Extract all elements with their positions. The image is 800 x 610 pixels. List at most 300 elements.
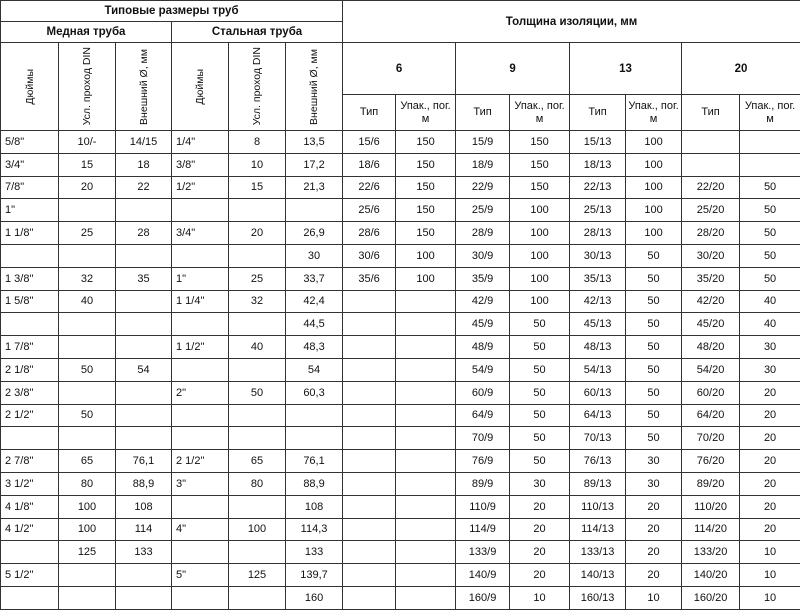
type-header: Тип [343, 95, 396, 131]
steel-inches-cell: 3/4" [172, 222, 229, 245]
type-6-cell: 18/6 [343, 153, 396, 176]
type-13-cell: 60/13 [570, 381, 626, 404]
steel-inches-cell [172, 586, 229, 609]
pack-9-cell: 20 [510, 495, 570, 518]
table-row [1, 313, 800, 336]
type-20-cell: 25/20 [682, 199, 740, 222]
pack-20-cell: 20 [740, 404, 800, 427]
copper-outer-diameter-cell [116, 564, 172, 587]
steel-inches-cell [172, 358, 229, 381]
copper-outer-diameter-cell: 54 [116, 358, 172, 381]
type-6-cell: 28/6 [343, 222, 396, 245]
pack-6-cell [396, 381, 456, 404]
copper-outer-diameter-cell [116, 586, 172, 609]
pack-9-cell: 20 [510, 518, 570, 541]
type-6-cell [343, 381, 396, 404]
type-13-cell: 160/13 [570, 586, 626, 609]
copper-inches-cell: 2 7/8" [1, 450, 59, 473]
pack-9-cell: 10 [510, 586, 570, 609]
pack-20-cell: 20 [740, 427, 800, 450]
copper-nominal-bore-cell: 100 [59, 518, 116, 541]
type-9-cell: 35/9 [456, 267, 510, 290]
type-9-cell: 54/9 [456, 358, 510, 381]
type-20-cell: 70/20 [682, 427, 740, 450]
copper-outer-diameter-cell [116, 199, 172, 222]
type-13-cell: 22/13 [570, 176, 626, 199]
copper-nominal-bore-cell: 65 [59, 450, 116, 473]
steel-outer-diameter-cell: 88,9 [286, 472, 343, 495]
type-9-cell: 28/9 [456, 222, 510, 245]
copper-inches-cell [1, 427, 59, 450]
pack-20-cell [740, 131, 800, 154]
pack-9-cell: 20 [510, 541, 570, 564]
copper-nominal-bore-cell [59, 564, 116, 587]
type-6-cell: 15/6 [343, 131, 396, 154]
type-header: Тип [682, 95, 740, 131]
copper-inches-cell: 1 1/8" [1, 222, 59, 245]
pack-13-cell: 50 [626, 427, 682, 450]
copper-nominal-bore-cell: 125 [59, 541, 116, 564]
copper-outer-diameter-cell: 133 [116, 541, 172, 564]
copper-nominal-bore-cell: 80 [59, 472, 116, 495]
copper-nominal-bore-cell: 20 [59, 176, 116, 199]
steel-outer-diameter-cell: 133 [286, 541, 343, 564]
pack-6-cell [396, 358, 456, 381]
copper-outer-diameter-cell: 18 [116, 153, 172, 176]
type-9-cell: 45/9 [456, 313, 510, 336]
steel-nominal-bore-cell [229, 541, 286, 564]
pack-9-cell: 50 [510, 381, 570, 404]
pack-6-cell: 150 [396, 176, 456, 199]
copper-outer-diameter-cell [116, 404, 172, 427]
table-row [1, 472, 800, 495]
copper-inches-cell: 5/8" [1, 131, 59, 154]
copper-inches-cell: 1 3/8" [1, 267, 59, 290]
steel-nominal-bore-cell: 25 [229, 267, 286, 290]
copper-inches-cell: 3/4" [1, 153, 59, 176]
type-13-cell: 25/13 [570, 199, 626, 222]
steel-outer-diameter-cell: 33,7 [286, 267, 343, 290]
type-13-cell: 76/13 [570, 450, 626, 473]
copper-outer-diameter-cell: 88,9 [116, 472, 172, 495]
pack-13-cell: 50 [626, 358, 682, 381]
pack-6-cell [396, 518, 456, 541]
pack-20-cell: 10 [740, 541, 800, 564]
pack-6-cell: 150 [396, 153, 456, 176]
steel-inches-cell [172, 427, 229, 450]
steel-inches-header: Дюймы [172, 43, 229, 131]
table-row [1, 222, 800, 245]
thickness-13-header: 13 [570, 43, 682, 95]
steel-inches-cell: 4" [172, 518, 229, 541]
type-20-cell: 89/20 [682, 472, 740, 495]
pack-6-cell [396, 336, 456, 359]
steel-inches-cell [172, 541, 229, 564]
pack-20-cell: 10 [740, 564, 800, 587]
steel-outer-diameter-cell: 26,9 [286, 222, 343, 245]
copper-inches-cell [1, 313, 59, 336]
pack-6-cell: 100 [396, 267, 456, 290]
pack-9-cell: 50 [510, 427, 570, 450]
pack-6-cell [396, 564, 456, 587]
steel-nominal-bore-cell: 20 [229, 222, 286, 245]
pack-9-cell: 100 [510, 290, 570, 313]
steel-inches-cell: 5" [172, 564, 229, 587]
pack-13-cell: 50 [626, 290, 682, 313]
typical-sizes-header: Типовые размеры труб [1, 1, 343, 22]
type-20-cell: 64/20 [682, 404, 740, 427]
steel-outer-diameter-cell: 54 [286, 358, 343, 381]
copper-inches-cell: 1 7/8" [1, 336, 59, 359]
type-6-cell [343, 586, 396, 609]
copper-inches-cell [1, 586, 59, 609]
steel-outer-diameter-cell: 60,3 [286, 381, 343, 404]
table-row [1, 564, 800, 587]
copper-inches-cell [1, 541, 59, 564]
type-13-cell: 42/13 [570, 290, 626, 313]
type-6-cell [343, 541, 396, 564]
thickness-9-header: 9 [456, 43, 570, 95]
steel-outer-diameter-cell: 30 [286, 244, 343, 267]
type-6-cell: 30/6 [343, 244, 396, 267]
type-6-cell [343, 336, 396, 359]
type-13-cell: 18/13 [570, 153, 626, 176]
steel-inches-cell: 2" [172, 381, 229, 404]
type-6-cell: 22/6 [343, 176, 396, 199]
steel-nominal-bore-cell [229, 199, 286, 222]
pack-9-cell: 50 [510, 358, 570, 381]
pack-13-cell: 20 [626, 495, 682, 518]
pack-9-cell: 100 [510, 244, 570, 267]
type-9-cell: 110/9 [456, 495, 510, 518]
type-20-cell: 35/20 [682, 267, 740, 290]
copper-nominal-bore-cell [59, 244, 116, 267]
pack-9-cell: 50 [510, 404, 570, 427]
steel-nominal-bore-cell: 32 [229, 290, 286, 313]
type-6-cell: 25/6 [343, 199, 396, 222]
type-9-cell: 48/9 [456, 336, 510, 359]
pack-9-cell: 30 [510, 472, 570, 495]
pack-20-cell: 30 [740, 358, 800, 381]
type-13-cell: 89/13 [570, 472, 626, 495]
copper-nominal-bore-cell [59, 199, 116, 222]
type-20-cell: 114/20 [682, 518, 740, 541]
type-6-cell: 35/6 [343, 267, 396, 290]
pack-13-cell: 100 [626, 176, 682, 199]
steel-pipe-header: Стальная труба [172, 22, 343, 43]
steel-outer-diameter-cell [286, 199, 343, 222]
copper-outer-diameter-cell [116, 381, 172, 404]
steel-inches-cell [172, 199, 229, 222]
table-row [1, 131, 800, 154]
pack-20-cell: 20 [740, 450, 800, 473]
type-20-cell: 48/20 [682, 336, 740, 359]
steel-nominal-bore-cell: 125 [229, 564, 286, 587]
copper-outer-diameter-cell [116, 244, 172, 267]
pack-6-cell [396, 541, 456, 564]
table-row [1, 153, 800, 176]
steel-nominal-bore-header: Усл. проход DIN [229, 43, 286, 131]
copper-nominal-bore-cell: 15 [59, 153, 116, 176]
pack-6-cell [396, 472, 456, 495]
steel-nominal-bore-cell [229, 586, 286, 609]
table-row [1, 381, 800, 404]
copper-inches-cell: 7/8" [1, 176, 59, 199]
type-9-cell: 76/9 [456, 450, 510, 473]
table-row [1, 336, 800, 359]
pack-9-cell: 100 [510, 222, 570, 245]
copper-inches-cell: 1 5/8" [1, 290, 59, 313]
type-20-cell: 60/20 [682, 381, 740, 404]
steel-nominal-bore-cell [229, 427, 286, 450]
type-6-cell [343, 450, 396, 473]
pack-20-cell: 20 [740, 381, 800, 404]
steel-inches-cell: 1/4" [172, 131, 229, 154]
steel-nominal-bore-cell: 15 [229, 176, 286, 199]
table-row [1, 176, 800, 199]
pack-20-cell: 20 [740, 472, 800, 495]
table-row [1, 267, 800, 290]
steel-inches-cell [172, 313, 229, 336]
steel-inches-cell: 2 1/2" [172, 450, 229, 473]
type-9-cell: 64/9 [456, 404, 510, 427]
pack-13-cell: 20 [626, 541, 682, 564]
copper-pipe-header: Медная труба [1, 22, 172, 43]
pack-6-cell [396, 495, 456, 518]
table-row [1, 290, 800, 313]
type-20-cell: 110/20 [682, 495, 740, 518]
steel-outer-diameter-cell: 17,2 [286, 153, 343, 176]
type-9-cell: 18/9 [456, 153, 510, 176]
copper-outer-diameter-cell: 76,1 [116, 450, 172, 473]
type-20-cell: 76/20 [682, 450, 740, 473]
copper-outer-diameter-header: Внешний Ø, мм [116, 43, 172, 131]
pack-13-cell: 20 [626, 564, 682, 587]
pack-20-cell: 50 [740, 176, 800, 199]
type-9-cell: 70/9 [456, 427, 510, 450]
pack-13-cell: 50 [626, 404, 682, 427]
type-20-cell [682, 153, 740, 176]
type-9-cell: 160/9 [456, 586, 510, 609]
pack-6-cell [396, 586, 456, 609]
type-13-cell: 15/13 [570, 131, 626, 154]
thickness-6-header: 6 [343, 43, 456, 95]
type-6-cell [343, 564, 396, 587]
pack-13-cell: 50 [626, 244, 682, 267]
copper-inches-cell: 2 1/2" [1, 404, 59, 427]
steel-inches-cell: 3/8" [172, 153, 229, 176]
copper-outer-diameter-cell [116, 427, 172, 450]
type-9-cell: 133/9 [456, 541, 510, 564]
copper-inches-cell: 2 1/8" [1, 358, 59, 381]
copper-inches-cell: 2 3/8" [1, 381, 59, 404]
pack-13-cell: 50 [626, 336, 682, 359]
table-row [1, 495, 800, 518]
copper-nominal-bore-cell: 50 [59, 358, 116, 381]
steel-outer-diameter-cell: 42,4 [286, 290, 343, 313]
copper-nominal-bore-cell: 50 [59, 404, 116, 427]
pack-13-cell: 10 [626, 586, 682, 609]
type-13-cell: 30/13 [570, 244, 626, 267]
pack-13-cell: 50 [626, 313, 682, 336]
pack-13-cell: 100 [626, 199, 682, 222]
pack-20-cell: 20 [740, 495, 800, 518]
steel-nominal-bore-cell: 65 [229, 450, 286, 473]
type-6-cell [343, 358, 396, 381]
type-20-cell: 140/20 [682, 564, 740, 587]
copper-nominal-bore-cell: 10/- [59, 131, 116, 154]
pack-6-cell [396, 404, 456, 427]
table-row [1, 427, 800, 450]
steel-outer-diameter-header: Внешний Ø, мм [286, 43, 343, 131]
steel-outer-diameter-cell [286, 427, 343, 450]
type-13-cell: 64/13 [570, 404, 626, 427]
copper-nominal-bore-cell: 32 [59, 267, 116, 290]
steel-outer-diameter-cell: 139,7 [286, 564, 343, 587]
pack-header: Упак., пог. м [740, 95, 800, 131]
table-body [1, 131, 800, 610]
steel-inches-cell [172, 495, 229, 518]
steel-inches-cell: 3" [172, 472, 229, 495]
copper-outer-diameter-cell [116, 290, 172, 313]
pack-6-cell: 150 [396, 222, 456, 245]
copper-outer-diameter-cell: 22 [116, 176, 172, 199]
copper-inches-cell: 5 1/2" [1, 564, 59, 587]
table-row [1, 450, 800, 473]
copper-inches-cell: 3 1/2" [1, 472, 59, 495]
copper-outer-diameter-cell [116, 313, 172, 336]
copper-inches-header: Дюймы [1, 43, 59, 131]
pack-20-cell: 40 [740, 290, 800, 313]
copper-nominal-bore-cell [59, 381, 116, 404]
steel-outer-diameter-cell: 21,3 [286, 176, 343, 199]
pack-9-cell: 50 [510, 313, 570, 336]
pack-13-cell: 100 [626, 131, 682, 154]
pack-20-cell: 10 [740, 586, 800, 609]
type-6-cell [343, 472, 396, 495]
steel-nominal-bore-cell [229, 358, 286, 381]
table-row [1, 404, 800, 427]
type-13-cell: 110/13 [570, 495, 626, 518]
type-6-cell [343, 518, 396, 541]
type-20-cell: 45/20 [682, 313, 740, 336]
steel-nominal-bore-cell [229, 244, 286, 267]
type-13-cell: 28/13 [570, 222, 626, 245]
copper-inches-cell [1, 244, 59, 267]
type-13-cell: 70/13 [570, 427, 626, 450]
table-row [1, 244, 800, 267]
copper-nominal-bore-cell: 25 [59, 222, 116, 245]
pack-20-cell: 20 [740, 518, 800, 541]
table-row [1, 518, 800, 541]
type-20-cell: 22/20 [682, 176, 740, 199]
pack-13-cell: 100 [626, 222, 682, 245]
pack-9-cell: 150 [510, 131, 570, 154]
type-9-cell: 42/9 [456, 290, 510, 313]
pack-6-cell [396, 450, 456, 473]
copper-nominal-bore-header: Усл. проход DIN [59, 43, 116, 131]
pack-6-cell [396, 427, 456, 450]
thickness-20-header: 20 [682, 43, 800, 95]
type-6-cell [343, 313, 396, 336]
steel-nominal-bore-cell [229, 404, 286, 427]
type-13-cell: 133/13 [570, 541, 626, 564]
pack-20-cell: 30 [740, 336, 800, 359]
type-13-cell: 114/13 [570, 518, 626, 541]
steel-nominal-bore-cell: 8 [229, 131, 286, 154]
copper-outer-diameter-cell: 28 [116, 222, 172, 245]
pack-6-cell: 150 [396, 199, 456, 222]
steel-nominal-bore-cell: 10 [229, 153, 286, 176]
steel-inches-cell [172, 404, 229, 427]
type-9-cell: 89/9 [456, 472, 510, 495]
copper-outer-diameter-cell [116, 336, 172, 359]
insulation-thickness-header: Толщина изоляции, мм [343, 1, 800, 43]
pack-9-cell: 150 [510, 153, 570, 176]
pack-9-cell: 50 [510, 336, 570, 359]
pack-6-cell [396, 290, 456, 313]
steel-nominal-bore-cell [229, 495, 286, 518]
pack-6-cell: 100 [396, 244, 456, 267]
pack-20-cell: 50 [740, 199, 800, 222]
steel-nominal-bore-cell: 50 [229, 381, 286, 404]
copper-nominal-bore-cell [59, 586, 116, 609]
steel-nominal-bore-cell: 100 [229, 518, 286, 541]
pack-13-cell: 30 [626, 450, 682, 473]
copper-outer-diameter-cell: 108 [116, 495, 172, 518]
table-row [1, 541, 800, 564]
type-9-cell: 60/9 [456, 381, 510, 404]
type-20-cell: 30/20 [682, 244, 740, 267]
steel-outer-diameter-cell: 44,5 [286, 313, 343, 336]
type-20-cell: 28/20 [682, 222, 740, 245]
type-6-cell [343, 290, 396, 313]
type-20-cell: 54/20 [682, 358, 740, 381]
pack-20-cell: 50 [740, 244, 800, 267]
pack-13-cell: 50 [626, 267, 682, 290]
pack-9-cell: 20 [510, 564, 570, 587]
type-13-cell: 140/13 [570, 564, 626, 587]
pack-9-cell: 150 [510, 176, 570, 199]
copper-outer-diameter-cell: 35 [116, 267, 172, 290]
type-9-cell: 114/9 [456, 518, 510, 541]
pack-13-cell: 100 [626, 153, 682, 176]
steel-outer-diameter-cell: 160 [286, 586, 343, 609]
pack-13-cell: 50 [626, 381, 682, 404]
copper-outer-diameter-cell: 114 [116, 518, 172, 541]
pack-20-cell: 40 [740, 313, 800, 336]
type-header: Тип [456, 95, 510, 131]
steel-outer-diameter-cell: 13,5 [286, 131, 343, 154]
type-20-cell: 42/20 [682, 290, 740, 313]
copper-nominal-bore-cell [59, 427, 116, 450]
steel-inches-cell [172, 244, 229, 267]
pack-header: Упак., пог. м [396, 95, 456, 131]
pack-header: Упак., пог. м [626, 95, 682, 131]
pack-9-cell: 100 [510, 199, 570, 222]
pack-20-cell: 50 [740, 267, 800, 290]
pack-header: Упак., пог. м [510, 95, 570, 131]
steel-inches-cell: 1 1/2" [172, 336, 229, 359]
copper-inches-cell: 1" [1, 199, 59, 222]
type-9-cell: 30/9 [456, 244, 510, 267]
type-9-cell: 140/9 [456, 564, 510, 587]
type-20-cell: 160/20 [682, 586, 740, 609]
copper-inches-cell: 4 1/2" [1, 518, 59, 541]
pack-6-cell: 150 [396, 131, 456, 154]
steel-inches-cell: 1" [172, 267, 229, 290]
copper-nominal-bore-cell: 100 [59, 495, 116, 518]
